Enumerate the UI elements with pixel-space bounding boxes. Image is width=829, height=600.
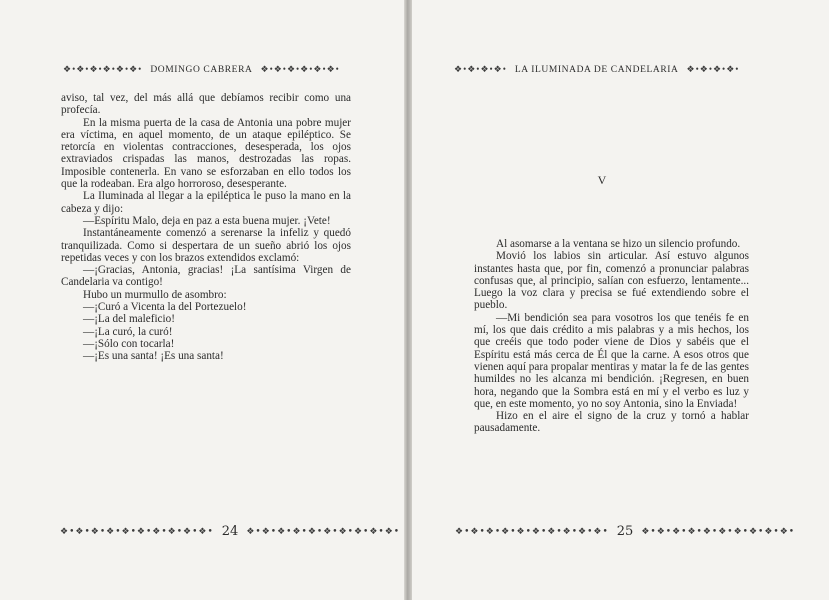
exclamation-line: —¡La curó, la curó! [83, 325, 173, 338]
paragraph: Hubo un murmullo de asombro: [83, 288, 227, 301]
exclamation-line: —¡Sólo con tocarla! [83, 337, 175, 350]
exclamation-line: —¡Curó a Vicenta la del Portezuelo! [83, 301, 247, 314]
page-footer [455, 524, 795, 539]
paragraph: La Iluminada al llegar a la epiléptica le puso la mano en la cabeza y dijo: [61, 190, 351, 215]
ornament-right: ❖•❖•❖•❖•❖•❖• [260, 64, 340, 74]
left-page [0, 0, 404, 600]
footer-ornament-left: ❖•❖•❖•❖•❖•❖•❖•❖•❖•❖• [455, 526, 609, 537]
ornament-right: ❖•❖•❖•❖• [686, 64, 740, 74]
page-footer [60, 524, 400, 539]
ornament-left: ❖•❖•❖•❖• [454, 64, 507, 74]
left-page-text [61, 92, 351, 363]
paragraph: Hizo en el aire el signo de la cruz y tornó a hablar pausadamente. [474, 410, 749, 435]
ornament-left: ❖•❖•❖•❖•❖•❖• [63, 64, 143, 74]
footer-ornament-left: ❖•❖•❖•❖•❖•❖•❖•❖•❖•❖• [60, 526, 214, 537]
book-title: LA ILUMINADA DE CANDELARIA [514, 64, 679, 75]
running-head [454, 64, 739, 75]
paragraph: —¡Gracias, Antonia, gracias! ¡La santísima Virgen de Candelaria va contigo! [61, 264, 351, 289]
author-name: DOMINGO CABRERA [150, 64, 253, 75]
paragraph: —Espíritu Malo, deja en paz a esta buena mujer. ¡Vete! [83, 214, 331, 227]
paragraph: Al asomarse a la ventana se hizo un silencio profundo. [496, 238, 741, 250]
paragraph: En la misma puerta de la casa de Antonia una pobre mujer era víctima, en aquel momento, de un ataque epiléptico. Se retorcía en violentas contracciones, desesperada, los ojos extraviados crispadas las manos, destrozadas las ropas. Imposible contenerla. En vano se esforzaban en ello todos los que la rodeaban. Era algo horroroso, desesperante. [61, 116, 351, 191]
paragraph: Instantáneamente comenzó a serenarse la infeliz y quedó tranquilizada. Como si despertara de un sueño abrió los ojos repetidas veces y con los brazos extendidos exclamó: [61, 227, 351, 264]
running-head [63, 64, 340, 75]
paragraph: aviso, tal vez, del más allá que debíamos recibir como una profecía. [61, 92, 351, 117]
exclamation-line: —¡Es una santa! ¡Es una santa! [83, 350, 224, 363]
book-gutter [404, 0, 412, 600]
right-page-text [474, 238, 749, 435]
footer-ornament-right: ❖•❖•❖•❖•❖•❖•❖•❖•❖•❖• [641, 526, 796, 537]
right-page [412, 0, 829, 600]
paragraph: Movió los labios sin articular. Así estuvo algunos instantes hasta que, por fin, comenzó a pronunciar palabras confusas que, al principio, salían con esfuerzo, lentamente... Luego la voz clara y precisa se fué extendiendo sobre el pueblo. [474, 250, 749, 312]
footer-ornament-right: ❖•❖•❖•❖•❖•❖•❖•❖•❖•❖• [246, 526, 401, 537]
paragraph: —Mi bendición sea para vosotros los que tenéis fe en mí, los que dais crédito a mis palabras y a mis hechos, los que creéis que todo poder viene de Dios y sabéis que el Espíritu está más cerca de Él que la carne. A esos otros que vienen aquí para propalar mentiras y matar la fe de las gentes humildes no les alcanza mi bendición. ¡Regresen, en buen hora, negando que la Sombra está en mí y el verbo es luz y que, en este momento, yo no soy Antonia, sino la Enviada! [474, 311, 749, 410]
page-number: 25 [616, 524, 634, 539]
exclamation-line: —¡La del maleficio! [83, 313, 175, 326]
chapter-number: V [597, 173, 607, 187]
page-number: 24 [221, 524, 239, 539]
